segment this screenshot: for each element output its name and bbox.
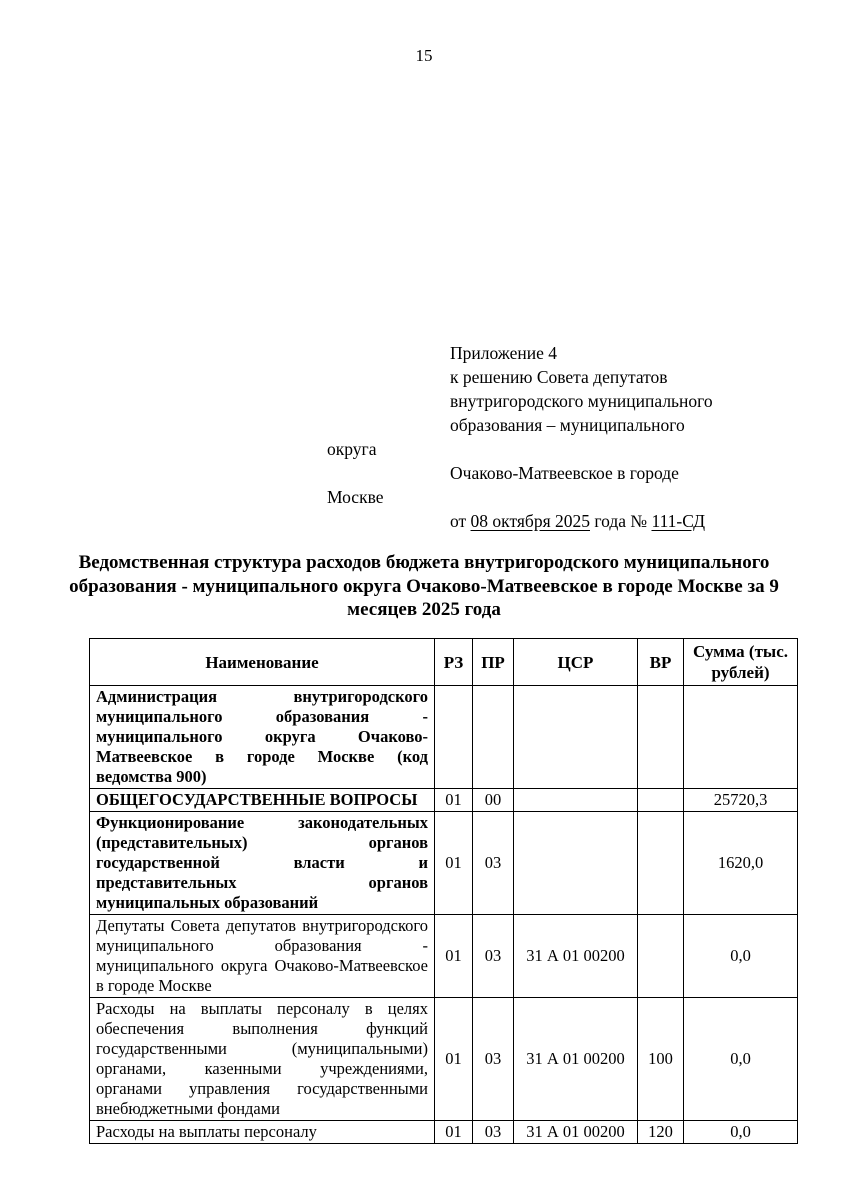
- row-name: Администрация внутригородского муниципального образования - муниципального округа Очаково-Матвеевское в городе Москве (код ведомства 900): [90, 686, 435, 789]
- table-row: [90, 789, 798, 812]
- row-sum: 0,0: [684, 1121, 798, 1144]
- table-row: [90, 812, 798, 915]
- appendix-line: внутригородского муниципального: [450, 391, 713, 411]
- appendix-line: Очаково-Матвеевское в городе: [450, 463, 679, 483]
- row-pr: 03: [473, 998, 514, 1121]
- table-row: [90, 915, 798, 998]
- table-row: [90, 1121, 798, 1144]
- row-rz: 01: [435, 1121, 473, 1144]
- column-header-vr: ВР: [638, 639, 684, 686]
- column-header-sum: Сумма (тыс. рублей): [684, 639, 798, 686]
- row-csr: 31 А 01 00200: [514, 915, 638, 998]
- row-vr: 120: [638, 1121, 684, 1144]
- appendix-line: к решению Совета депутатов: [450, 367, 668, 387]
- row-pr: 03: [473, 915, 514, 998]
- row-sum: 25720,3: [684, 789, 798, 812]
- table-header-row: [90, 639, 798, 686]
- page-number: 15: [415, 46, 433, 65]
- row-vr: [638, 915, 684, 998]
- row-pr: [473, 686, 514, 789]
- row-csr: [514, 686, 638, 789]
- document-title: Ведомственная структура расходов бюджета внутригородского муниципального образования - муниципального округа Очаково-Матвеевское в городе Москве за 9 месяцев 2025 года: [69, 552, 779, 620]
- column-header-csr: ЦСР: [514, 639, 638, 686]
- decision-number: 111-СД: [651, 511, 706, 531]
- row-sum: 1620,0: [684, 812, 798, 915]
- date-line-middle: года №: [590, 511, 652, 531]
- row-pr: 03: [473, 1121, 514, 1144]
- row-csr: [514, 812, 638, 915]
- appendix-line: Москве: [327, 487, 384, 507]
- row-pr: 03: [473, 812, 514, 915]
- row-name: ОБЩЕГОСУДАРСТВЕННЫЕ ВОПРОСЫ: [90, 789, 435, 812]
- row-vr: [638, 812, 684, 915]
- row-name: Расходы на выплаты персоналу в целях обеспечения выполнения функций государственными (муниципальными) органами, казенными учреждениями, органами управления государственными внебюджетными фондами: [90, 998, 435, 1121]
- appendix-date-line: [327, 509, 713, 533]
- column-header-rz: РЗ: [435, 639, 473, 686]
- row-sum: [684, 686, 798, 789]
- appendix-line: образования – муниципального: [450, 415, 685, 435]
- row-sum: 0,0: [684, 915, 798, 998]
- column-header-pr: ПР: [473, 639, 514, 686]
- row-name: Депутаты Совета депутатов внутригородского муниципального образования - муниципального округа Очаково-Матвеевское в городе Москве: [90, 915, 435, 998]
- decision-date: 08 октября 2025: [470, 511, 590, 531]
- row-name: Функционирование законодательных (представительных) органов государственной власти и представительных органов муниципальных образований: [90, 812, 435, 915]
- date-line-prefix: от: [450, 511, 471, 531]
- row-rz: 01: [435, 998, 473, 1121]
- row-vr: [638, 789, 684, 812]
- row-csr: 31 А 01 00200: [514, 998, 638, 1121]
- row-sum: 0,0: [684, 998, 798, 1121]
- column-header-name: Наименование: [90, 639, 435, 686]
- table-row: [90, 998, 798, 1121]
- row-rz: 01: [435, 812, 473, 915]
- row-rz: 01: [435, 915, 473, 998]
- appendix-block: [327, 341, 713, 533]
- row-vr: 100: [638, 998, 684, 1121]
- appendix-line: Приложение 4: [450, 343, 558, 363]
- appendix-line: округа: [327, 439, 377, 459]
- table-row: [90, 686, 798, 789]
- budget-table: [89, 638, 798, 1144]
- row-pr: 00: [473, 789, 514, 812]
- row-rz: [435, 686, 473, 789]
- row-csr: 31 А 01 00200: [514, 1121, 638, 1144]
- row-csr: [514, 789, 638, 812]
- row-name: Расходы на выплаты персоналу: [90, 1121, 435, 1144]
- row-rz: 01: [435, 789, 473, 812]
- row-vr: [638, 686, 684, 789]
